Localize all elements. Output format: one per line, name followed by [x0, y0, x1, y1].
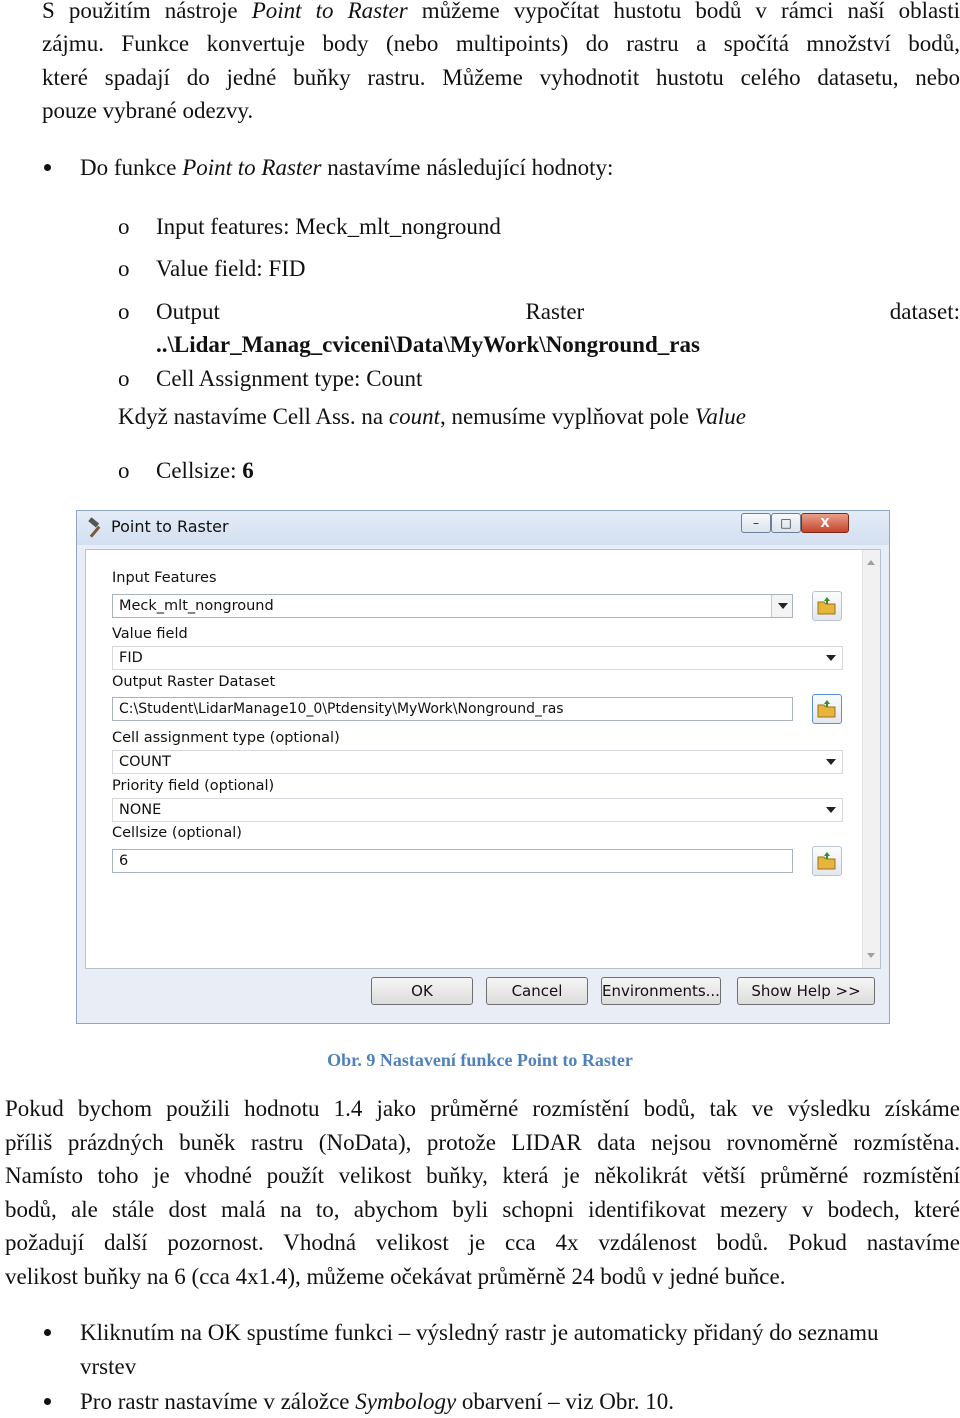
folder-icon: [816, 698, 838, 720]
environments-button[interactable]: Environments...: [601, 977, 721, 1005]
sub-value-field: Value field: FID: [156, 256, 306, 281]
sub-input-features: Input features: Meck_mlt_nonground: [156, 214, 501, 239]
show-help-button[interactable]: Show Help >>: [737, 977, 875, 1005]
note-italic: count: [388, 404, 440, 429]
cell-assignment-value: COUNT: [119, 754, 171, 770]
scroll-down-icon[interactable]: [867, 953, 875, 958]
parameters-panel: [85, 549, 881, 969]
cell-assignment-label: Cell assignment type (optional): [112, 730, 340, 746]
sub-output-path: ..\Lidar_Manag_cviceni\Data\MyWork\Nonground_ras: [156, 332, 700, 357]
output-word: Raster: [525, 299, 585, 324]
tab-name: Symbology: [355, 1389, 457, 1414]
intro-line-4: pouze vybrané odezvy.: [42, 98, 254, 123]
intro-text: S použitím nástroje: [42, 0, 252, 23]
minimize-button[interactable]: –: [741, 513, 771, 533]
bullet-text: Do funkce: [80, 155, 183, 180]
para2-line-1: Pokud bychom použili hodnotu 1.4 jako průměrné rozmístění bodů, tak ve výsledku získáme: [5, 1096, 960, 1121]
figure-caption: Obr. 9 Nastavení funkce Point to Raster: [327, 1050, 633, 1070]
para2-line-2: příliš prázdných buněk rastru (NoData), protože LIDAR data nejsou rovnoměrně rozmístěna.: [5, 1130, 960, 1155]
sub-marker: o: [118, 214, 130, 239]
chevron-down-icon: [826, 655, 836, 661]
close-button[interactable]: X: [801, 513, 849, 533]
sub-marker: o: [118, 366, 130, 391]
priority-field-value: NONE: [119, 802, 162, 818]
cellsize-value: 6: [242, 458, 254, 483]
priority-field-select[interactable]: [112, 798, 843, 822]
sub-cellsize: [156, 454, 254, 487]
scroll-up-icon[interactable]: [867, 560, 875, 565]
browse-input-button[interactable]: [812, 591, 842, 621]
cellsize-label: Cellsize (optional): [112, 825, 242, 841]
sub-marker: o: [118, 299, 130, 324]
value-field-label: Value field: [112, 626, 188, 642]
sub-output-words: [156, 295, 960, 328]
intro-line-2: zájmu. Funkce konvertuje body (nebo multipoints) do rastru a spočítá množství bodů,: [42, 31, 960, 56]
dropdown-button[interactable]: [771, 595, 792, 617]
dialog-title: Point to Raster: [111, 517, 229, 536]
input-features-combo[interactable]: [112, 594, 793, 618]
value-field-value: FID: [119, 650, 143, 666]
note-italic: Value: [694, 404, 746, 429]
para2-line-6: velikost buňky na 6 (cca 4x1.4), můžeme očekávat průměrně 24 bodů v jedné buňce.: [5, 1264, 786, 1289]
input-features-value: Meck_mlt_nonground: [119, 598, 274, 614]
bullet-2-line-2: vrstev: [80, 1354, 137, 1379]
note-text: Když nastavíme Cell Ass. na: [118, 404, 389, 429]
intro-text: můžeme vypočítat hustotu bodů v rámci naší oblasti: [407, 0, 960, 23]
note-line: [118, 400, 746, 433]
intro-line-3: které spadají do jedné buňky rastru. Můžeme vyhodnotit hustotu celého datasetu, nebo: [42, 65, 960, 90]
input-features-label: Input Features: [112, 570, 217, 586]
ok-button[interactable]: OK: [371, 977, 473, 1005]
chevron-down-icon: [826, 759, 836, 765]
sub-marker: o: [118, 458, 130, 483]
browse-cellsize-button[interactable]: [812, 846, 842, 876]
bullet-text: Pro rastr nastavíme v záložce: [80, 1389, 356, 1414]
para2-line-4: bodů, ale stále dost malá na to, abychom byli schopni identifikovat mezery v bodech, které: [5, 1197, 960, 1222]
browse-output-button[interactable]: [812, 694, 842, 724]
note-text: , nemusíme vyplňovat pole: [439, 404, 695, 429]
output-raster-label: Output Raster Dataset: [112, 674, 276, 690]
sub-marker: o: [118, 256, 130, 281]
output-raster-input[interactable]: C:\Student\LidarManage10_0\Ptdensity\MyWork\Nonground_ras: [112, 697, 793, 721]
bullet-dot: [44, 1398, 51, 1405]
para2-line-5: požadují další pozornost. Vhodná velikost je cca 4x vzdálenost bodů. Pokud nastavíme: [5, 1230, 960, 1255]
bullet-1-text: [80, 151, 613, 184]
folder-icon: [816, 595, 838, 617]
value-field-select[interactable]: [112, 646, 843, 670]
maximize-button[interactable]: □: [771, 513, 801, 533]
cell-assignment-select[interactable]: [112, 750, 843, 774]
hammer-icon: [85, 517, 107, 539]
intro-line-1: [42, 0, 960, 27]
folder-icon: [816, 850, 838, 872]
output-word: Output: [156, 299, 220, 324]
tool-name: Point to Raster: [251, 0, 408, 23]
title-bar: [77, 511, 889, 545]
priority-field-label: Priority field (optional): [112, 778, 275, 794]
bullet-2-line-1: Kliknutím na OK spustíme funkci – výsledný rastr je automaticky přidaný do seznamu: [80, 1320, 879, 1345]
tool-name: Point to Raster: [182, 155, 322, 180]
cellsize-text: Cellsize:: [156, 458, 243, 483]
cancel-button[interactable]: Cancel: [486, 977, 588, 1005]
bullet-text: obarvení – viz Obr. 10.: [456, 1389, 674, 1414]
chevron-down-icon: [778, 603, 788, 609]
chevron-down-icon: [826, 807, 836, 813]
output-word: dataset:: [889, 299, 960, 324]
bullet-dot: [44, 164, 51, 171]
bullet-text: nastavíme následující hodnoty:: [321, 155, 614, 180]
point-to-raster-dialog: [76, 510, 890, 1024]
cellsize-input[interactable]: 6: [112, 849, 793, 873]
bullet-dot: [44, 1329, 51, 1336]
vertical-scrollbar[interactable]: [862, 550, 880, 968]
bullet-3-text: [80, 1385, 674, 1418]
para2-line-3: Namísto toho je vhodné použít velikost buňky, která je několikrát větší průměrné rozmístění: [5, 1163, 960, 1188]
sub-cell-assignment: Cell Assignment type: Count: [156, 366, 423, 391]
